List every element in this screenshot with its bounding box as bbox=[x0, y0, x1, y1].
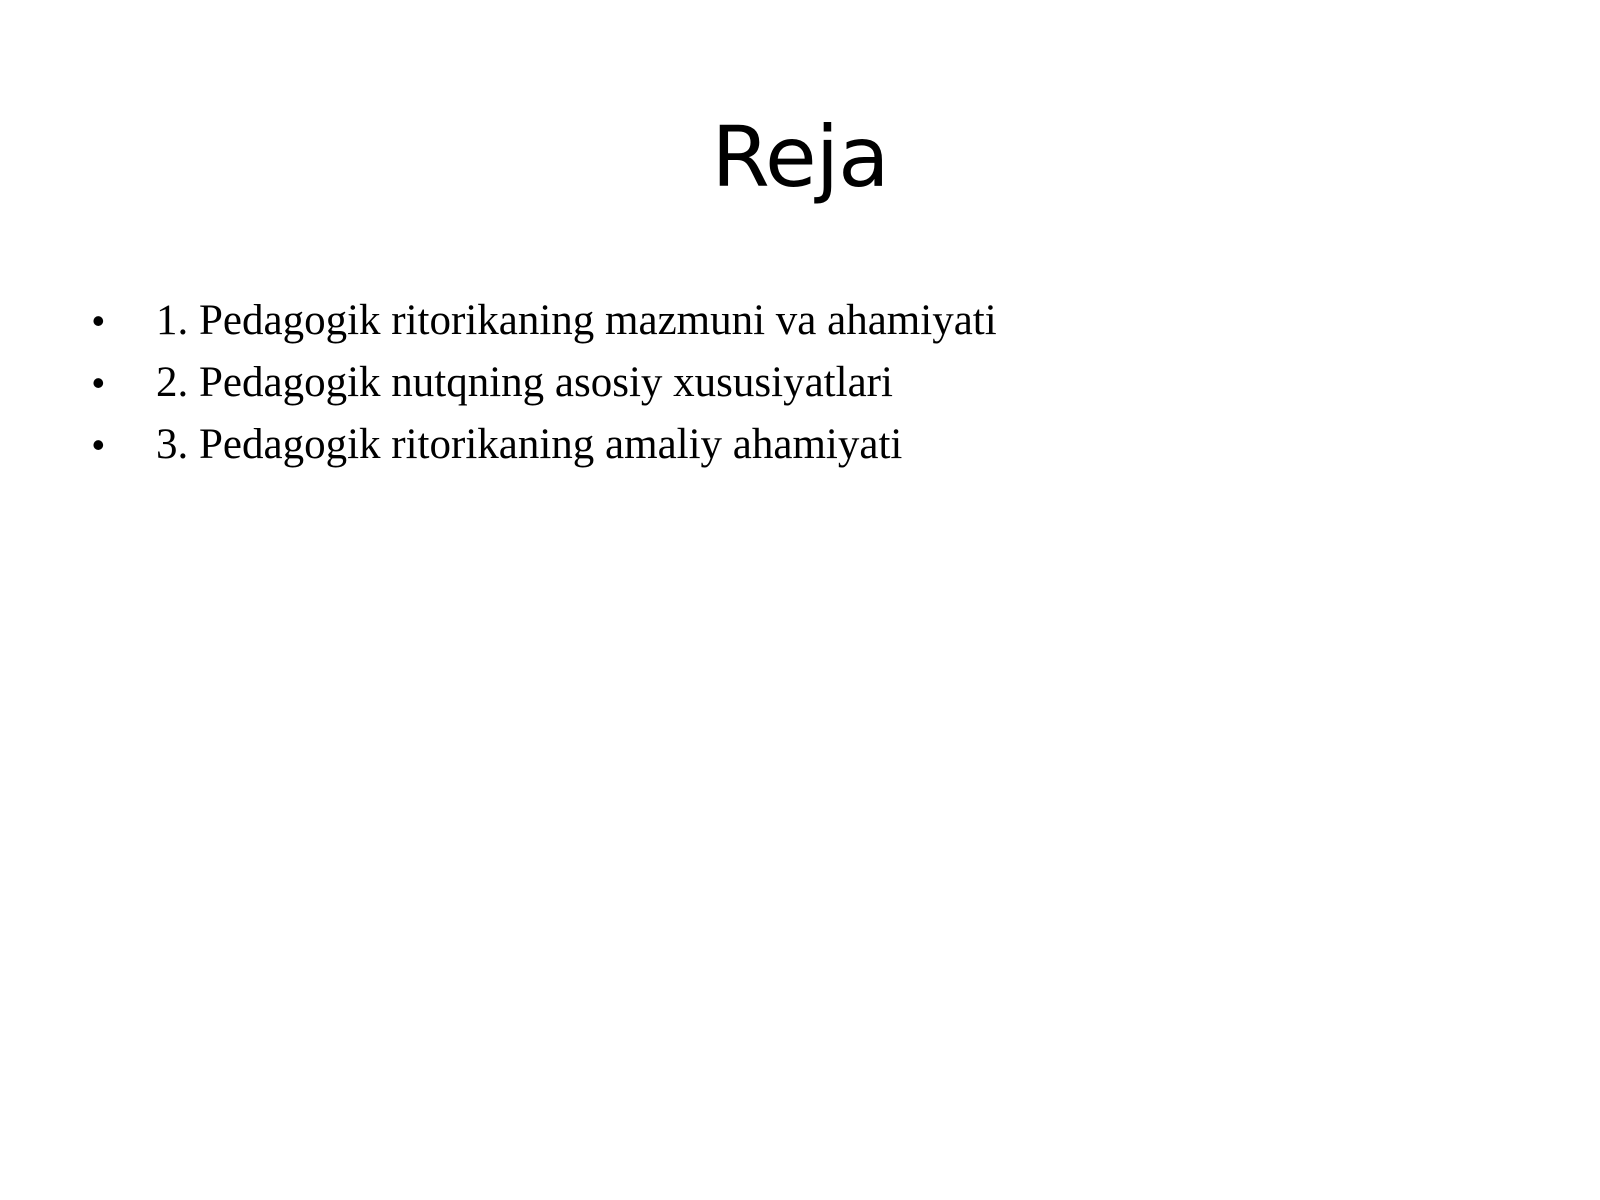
list-item-text: 3. Pedagogik ritorikaning amaliy ahamiyati bbox=[156, 421, 903, 468]
list-item-text: 2. Pedagogik nutqning asosiy xususiyatlari bbox=[156, 359, 893, 406]
bullet-icon: • bbox=[92, 362, 105, 403]
bullet-icon: • bbox=[92, 300, 105, 341]
slide-title: Reja bbox=[711, 108, 889, 206]
list-item-text: 1. Pedagogik ritorikaning mazmuni va ahamiyati bbox=[156, 297, 997, 344]
bullet-icon: • bbox=[92, 424, 105, 465]
